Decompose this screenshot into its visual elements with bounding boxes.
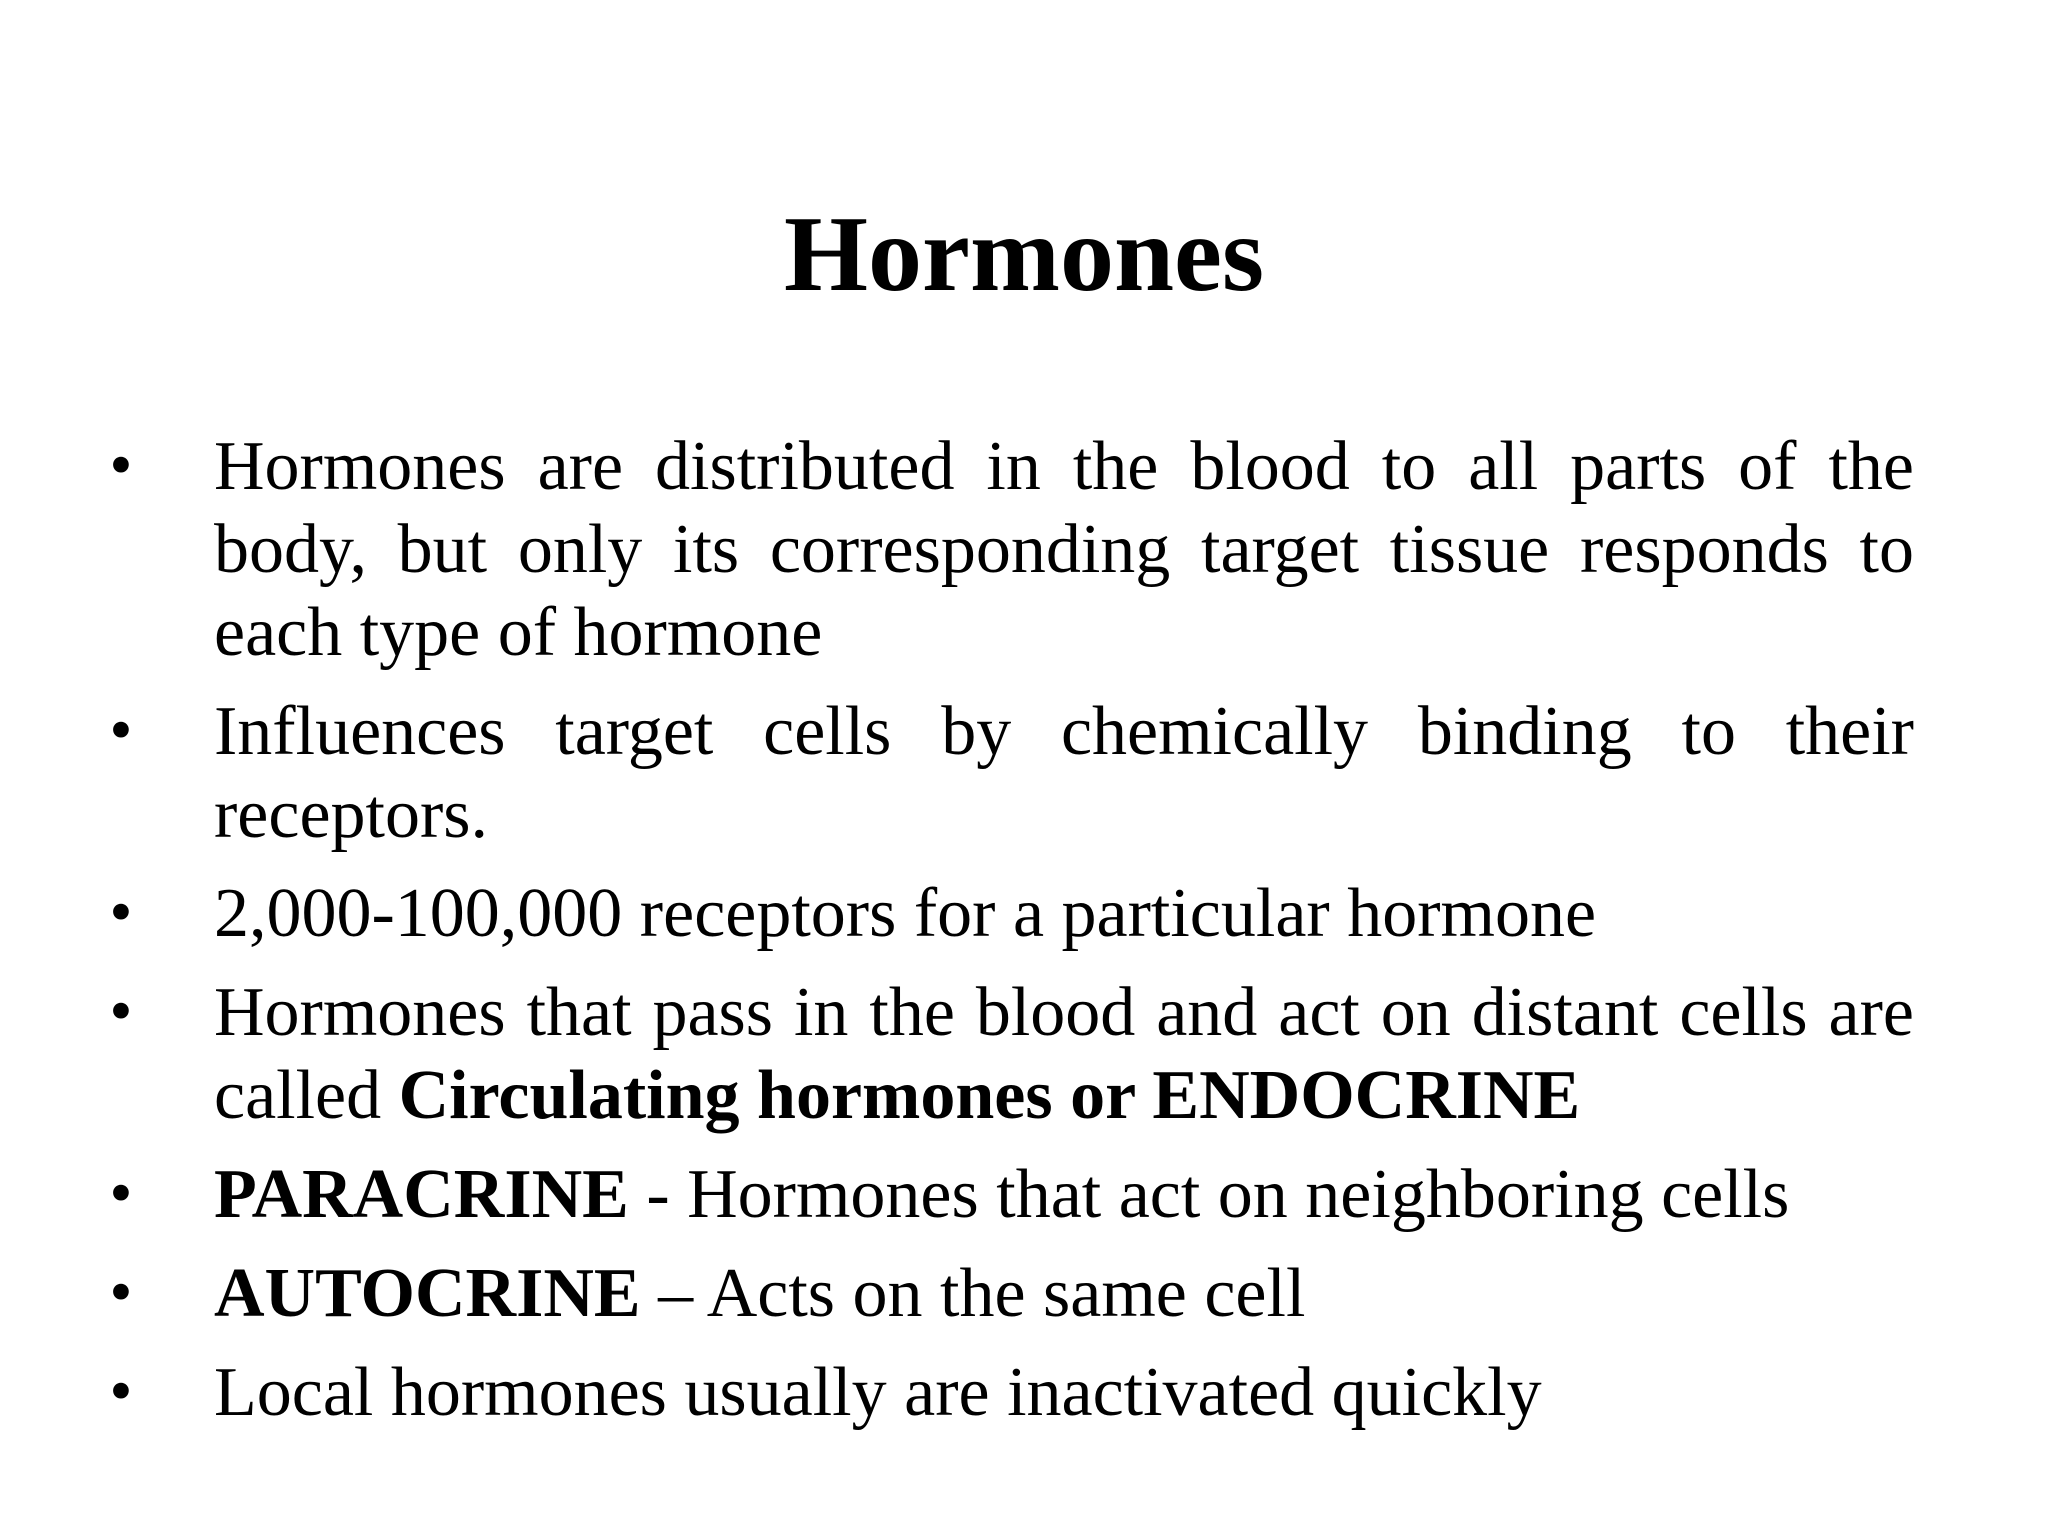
bullet-text	[214, 971, 1914, 1137]
bullet-list	[0, 425, 2048, 1450]
bullet-icon: •	[105, 435, 137, 498]
bullet-text: 2,000-100,000 receptors for a particular hormone	[214, 875, 1597, 952]
bullet-bold-term: Circulating hormones or ENDOCRINE	[398, 1057, 1581, 1134]
bullet-icon: •	[105, 1262, 137, 1325]
bullet-item-receptors	[0, 872, 2048, 955]
bullet-prefix: Hormones that pass in the blood and act on distant cells are called	[214, 974, 1914, 1134]
bullet-suffix: – Acts on the same cell	[640, 1255, 1306, 1332]
bullet-text	[214, 1252, 1914, 1335]
bullet-icon: •	[105, 981, 137, 1044]
bullet-item-binding	[0, 690, 2048, 856]
bullet-item-local-hormones	[0, 1351, 2048, 1434]
bullet-text: Influences target cells by chemically binding to their receptors.	[214, 693, 1914, 853]
bullet-item-autocrine	[0, 1252, 2048, 1335]
bullet-icon: •	[105, 1163, 137, 1226]
slide-title: Hormones	[784, 195, 1264, 314]
bullet-icon: •	[105, 700, 137, 763]
bullet-icon: •	[105, 1361, 137, 1424]
bullet-item-distribution	[0, 425, 2048, 674]
bullet-text	[214, 1153, 1914, 1236]
bullet-item-paracrine	[0, 1153, 2048, 1236]
bullet-item-endocrine	[0, 971, 2048, 1137]
bullet-text: Hormones are distributed in the blood to all parts of the body, but only its corresponding target tissue responds to each type of hormone	[214, 428, 1914, 671]
bullet-text: Local hormones usually are inactivated quickly	[214, 1354, 1542, 1431]
bullet-bold-term: AUTOCRINE	[214, 1255, 641, 1332]
bullet-icon: •	[105, 882, 137, 945]
bullet-suffix: - Hormones that act on neighboring cells	[628, 1156, 1790, 1233]
bullet-bold-term: PARACRINE	[214, 1156, 629, 1233]
